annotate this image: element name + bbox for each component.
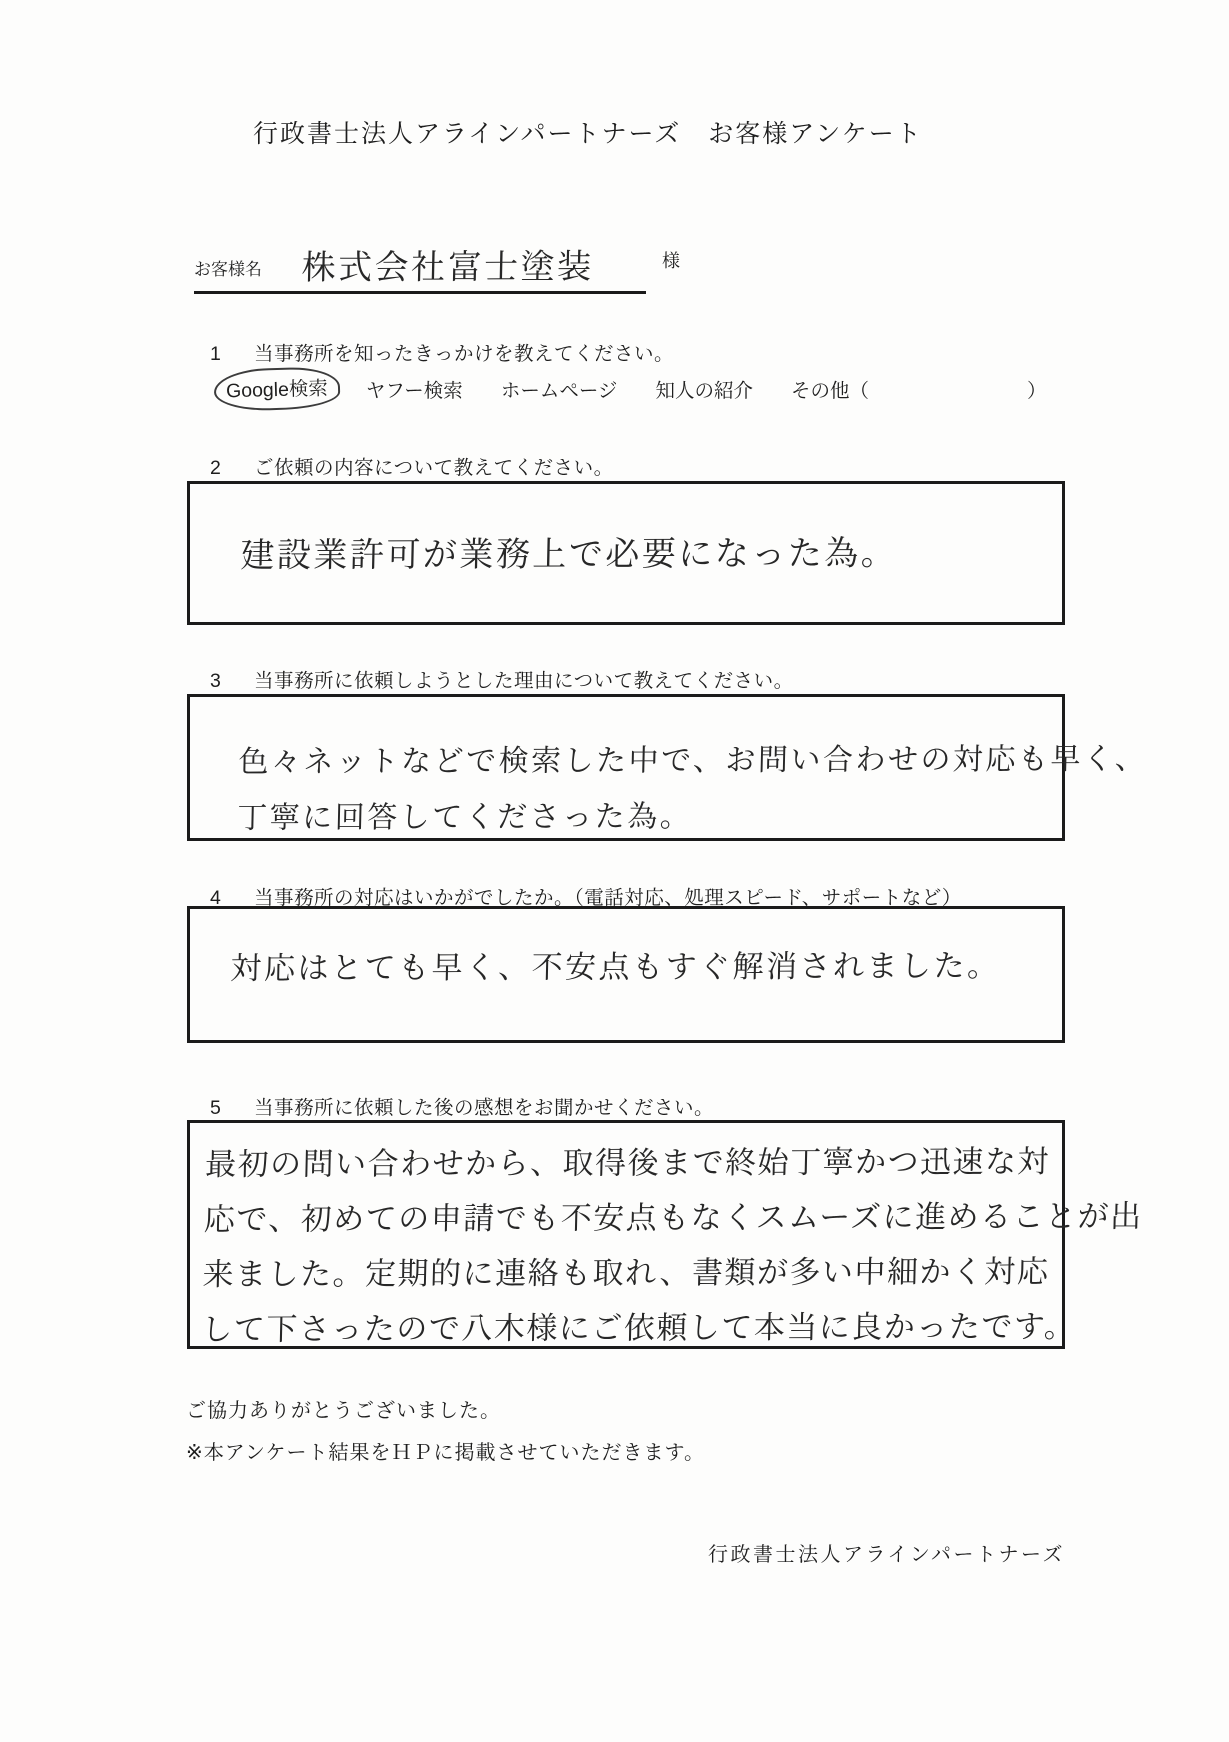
question-4-number: 4 <box>210 887 222 909</box>
option-referral: 知人の紹介 <box>655 380 753 402</box>
question-5-number: 5 <box>210 1097 222 1119</box>
answer-3-line-1: 色々ネットなどで検索した中で、お問い合わせの対応も早く、 <box>238 741 1148 780</box>
question-5-label <box>210 1092 714 1120</box>
customer-name-row <box>194 230 646 294</box>
question-3-label <box>210 665 794 693</box>
company-signature: 行政書士法人アラインパートナーズ <box>708 1544 1065 1566</box>
answer-3-line-2: 丁寧に回答してくださった為。 <box>236 799 693 836</box>
question-2-label <box>210 452 614 480</box>
customer-name-value: 株式会社富士塗装 <box>301 247 595 289</box>
footer-hp-note: ※本アンケート結果をＨＰに掲載させていただきます。 <box>186 1442 705 1464</box>
question-1-options <box>226 368 1046 410</box>
question-5-text: 当事務所に依頼した後の感想をお聞かせください。 <box>254 1097 715 1119</box>
answer-box-4 <box>187 906 1065 1043</box>
answer-5-line-2: 応で、初めての申請でも不安点もなくスムーズに進めることが出 <box>203 1198 1144 1238</box>
answer-5-line-3: 来ました。定期的に連絡も取れ、書類が多い中細かく対応 <box>202 1253 1050 1293</box>
question-1-text: 当事務所を知ったきっかけを教えてください。 <box>254 343 675 365</box>
answer-box-2 <box>187 481 1065 625</box>
question-2-text: ご依頼の内容について教えてください。 <box>254 457 614 479</box>
question-3-text: 当事務所に依頼しようとした理由について教えてください。 <box>254 670 794 692</box>
customer-name-label: お客様名 <box>194 260 262 279</box>
option-google-search-circled: Google検索 <box>213 366 340 411</box>
option-yahoo-search: ヤフー検索 <box>365 380 463 402</box>
customer-name-suffix: 様 <box>662 251 680 271</box>
answer-5-lines <box>185 1120 1144 1358</box>
option-other-close-paren: ） <box>1026 380 1047 402</box>
footer-thanks-text: ご協力ありがとうございました。 <box>186 1400 501 1422</box>
question-2-number: 2 <box>210 457 222 479</box>
question-1-number: 1 <box>210 343 222 365</box>
answer-5-line-1: 最初の問い合わせから、取得後まで終始丁寧かつ迅速な対 <box>204 1143 1051 1183</box>
option-homepage: ホームページ <box>500 380 618 402</box>
answer-2-line: 建設業許可が業務上で必要になった為。 <box>239 533 898 576</box>
question-1-label <box>210 338 674 366</box>
answer-4-line: 対応はとても早く、不安点もすぐ解消されました。 <box>230 948 1002 987</box>
page-title: 行政書士法人アラインパートナーズ お客様アンケート <box>253 120 923 148</box>
question-4-text: 当事務所の対応はいかがでしたか。（電話対応、処理スピード、サポートなど） <box>254 887 962 909</box>
answer-5-line-4: して下さったので八木様にご依頼して本当に良かったです。 <box>200 1308 1077 1348</box>
answer-box-3 <box>187 694 1148 841</box>
answer-3-lines <box>187 694 1148 847</box>
option-other-open-paren: その他（ <box>790 380 869 402</box>
answer-box-5 <box>187 1120 1144 1349</box>
question-3-number: 3 <box>210 670 222 692</box>
